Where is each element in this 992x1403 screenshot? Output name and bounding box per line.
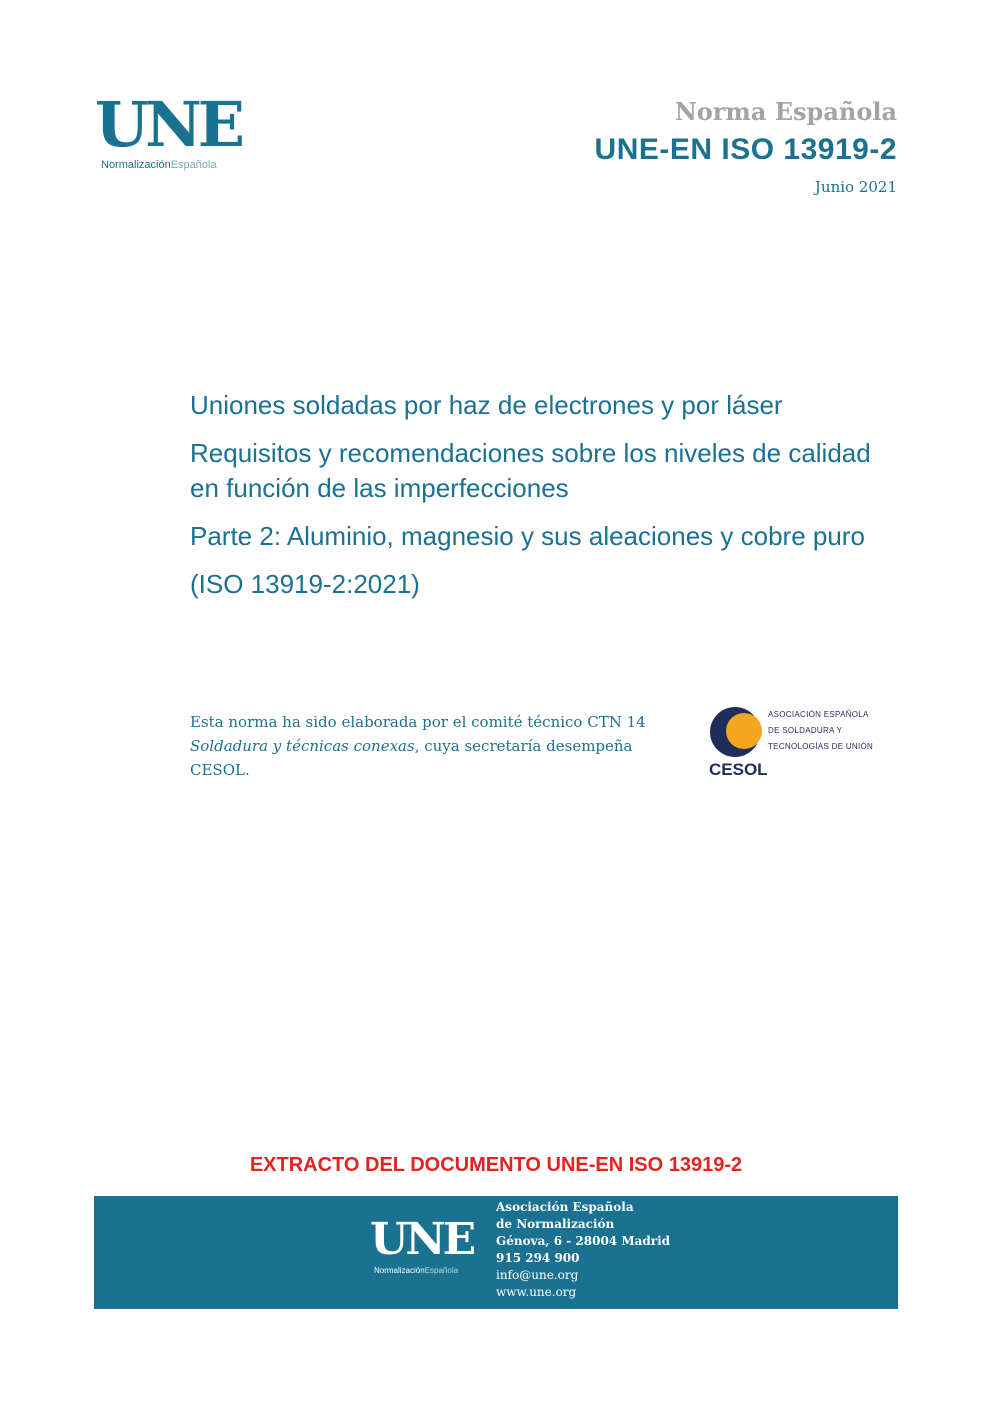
title-line-1: Uniones soldadas por haz de electrones y por láser: [190, 390, 783, 420]
footer-logo-subtitle-dark: Normalización: [374, 1266, 425, 1275]
committee-statement: [190, 710, 660, 782]
footer-org-line-2: de Normalización: [496, 1217, 615, 1231]
une-logo-subtitle-light: Española: [170, 159, 217, 171]
document-title: [190, 388, 890, 615]
title-line-4: (ISO 13919-2:2021): [190, 569, 420, 599]
footer-org-line-1: Asociación Española: [496, 1200, 634, 1214]
standard-code: UNE-EN ISO 13919-2: [594, 133, 897, 166]
footer-band: [94, 1196, 898, 1309]
footer-logo-subtitle: [374, 1266, 458, 1276]
cesol-org-line-2: DE SOLDADURA Y: [768, 726, 843, 735]
footer-contact-info: [496, 1199, 670, 1301]
footer-une-logo: [370, 1214, 480, 1284]
une-logo-subtitle-dark: Normalización: [101, 159, 171, 171]
footer-email-link[interactable]: info@une.org: [496, 1268, 579, 1282]
footer-logo-letters: UNE: [370, 1214, 474, 1265]
cesol-org-line-3: TECNOLOGÍAS DE UNIÓN: [768, 742, 874, 751]
title-line-3: Parte 2: Aluminio, magnesio y sus aleaciones y cobre puro: [190, 521, 865, 551]
cesol-logo: [706, 703, 881, 783]
cesol-emblem-icon: [708, 705, 768, 761]
une-logo: [95, 88, 241, 177]
footer-phone[interactable]: 915 294 900: [496, 1251, 580, 1265]
footer-web-link[interactable]: www.une.org: [496, 1285, 577, 1299]
une-logo-subtitle: [101, 158, 217, 172]
footer-address: Génova, 6 - 28004 Madrid: [496, 1234, 671, 1248]
footer-logo-subtitle-light: Española: [424, 1266, 459, 1275]
cesol-name: CESOL: [709, 760, 768, 779]
une-logo-letters: UNE: [95, 88, 241, 161]
publication-date: Junio 2021: [814, 178, 897, 196]
extract-notice: EXTRACTO DEL DOCUMENTO UNE-EN ISO 13919-2: [249, 1154, 743, 1176]
committee-text-after: , cuya secretaría desempeña CESOL.: [190, 737, 633, 779]
title-line-2: Requisitos y recomendaciones sobre los niveles de calidad en función de las imperfecciones: [190, 438, 871, 503]
committee-name-italic: Soldadura y técnicas conexas: [190, 737, 415, 755]
committee-text-before: Esta norma ha sido elaborada por el comité técnico CTN 14: [190, 713, 646, 731]
cesol-org-name: [768, 707, 873, 755]
document-kind: Norma Española: [674, 97, 897, 126]
cesol-org-line-1: ASOCIACIÓN ESPAÑOLA: [768, 710, 869, 719]
